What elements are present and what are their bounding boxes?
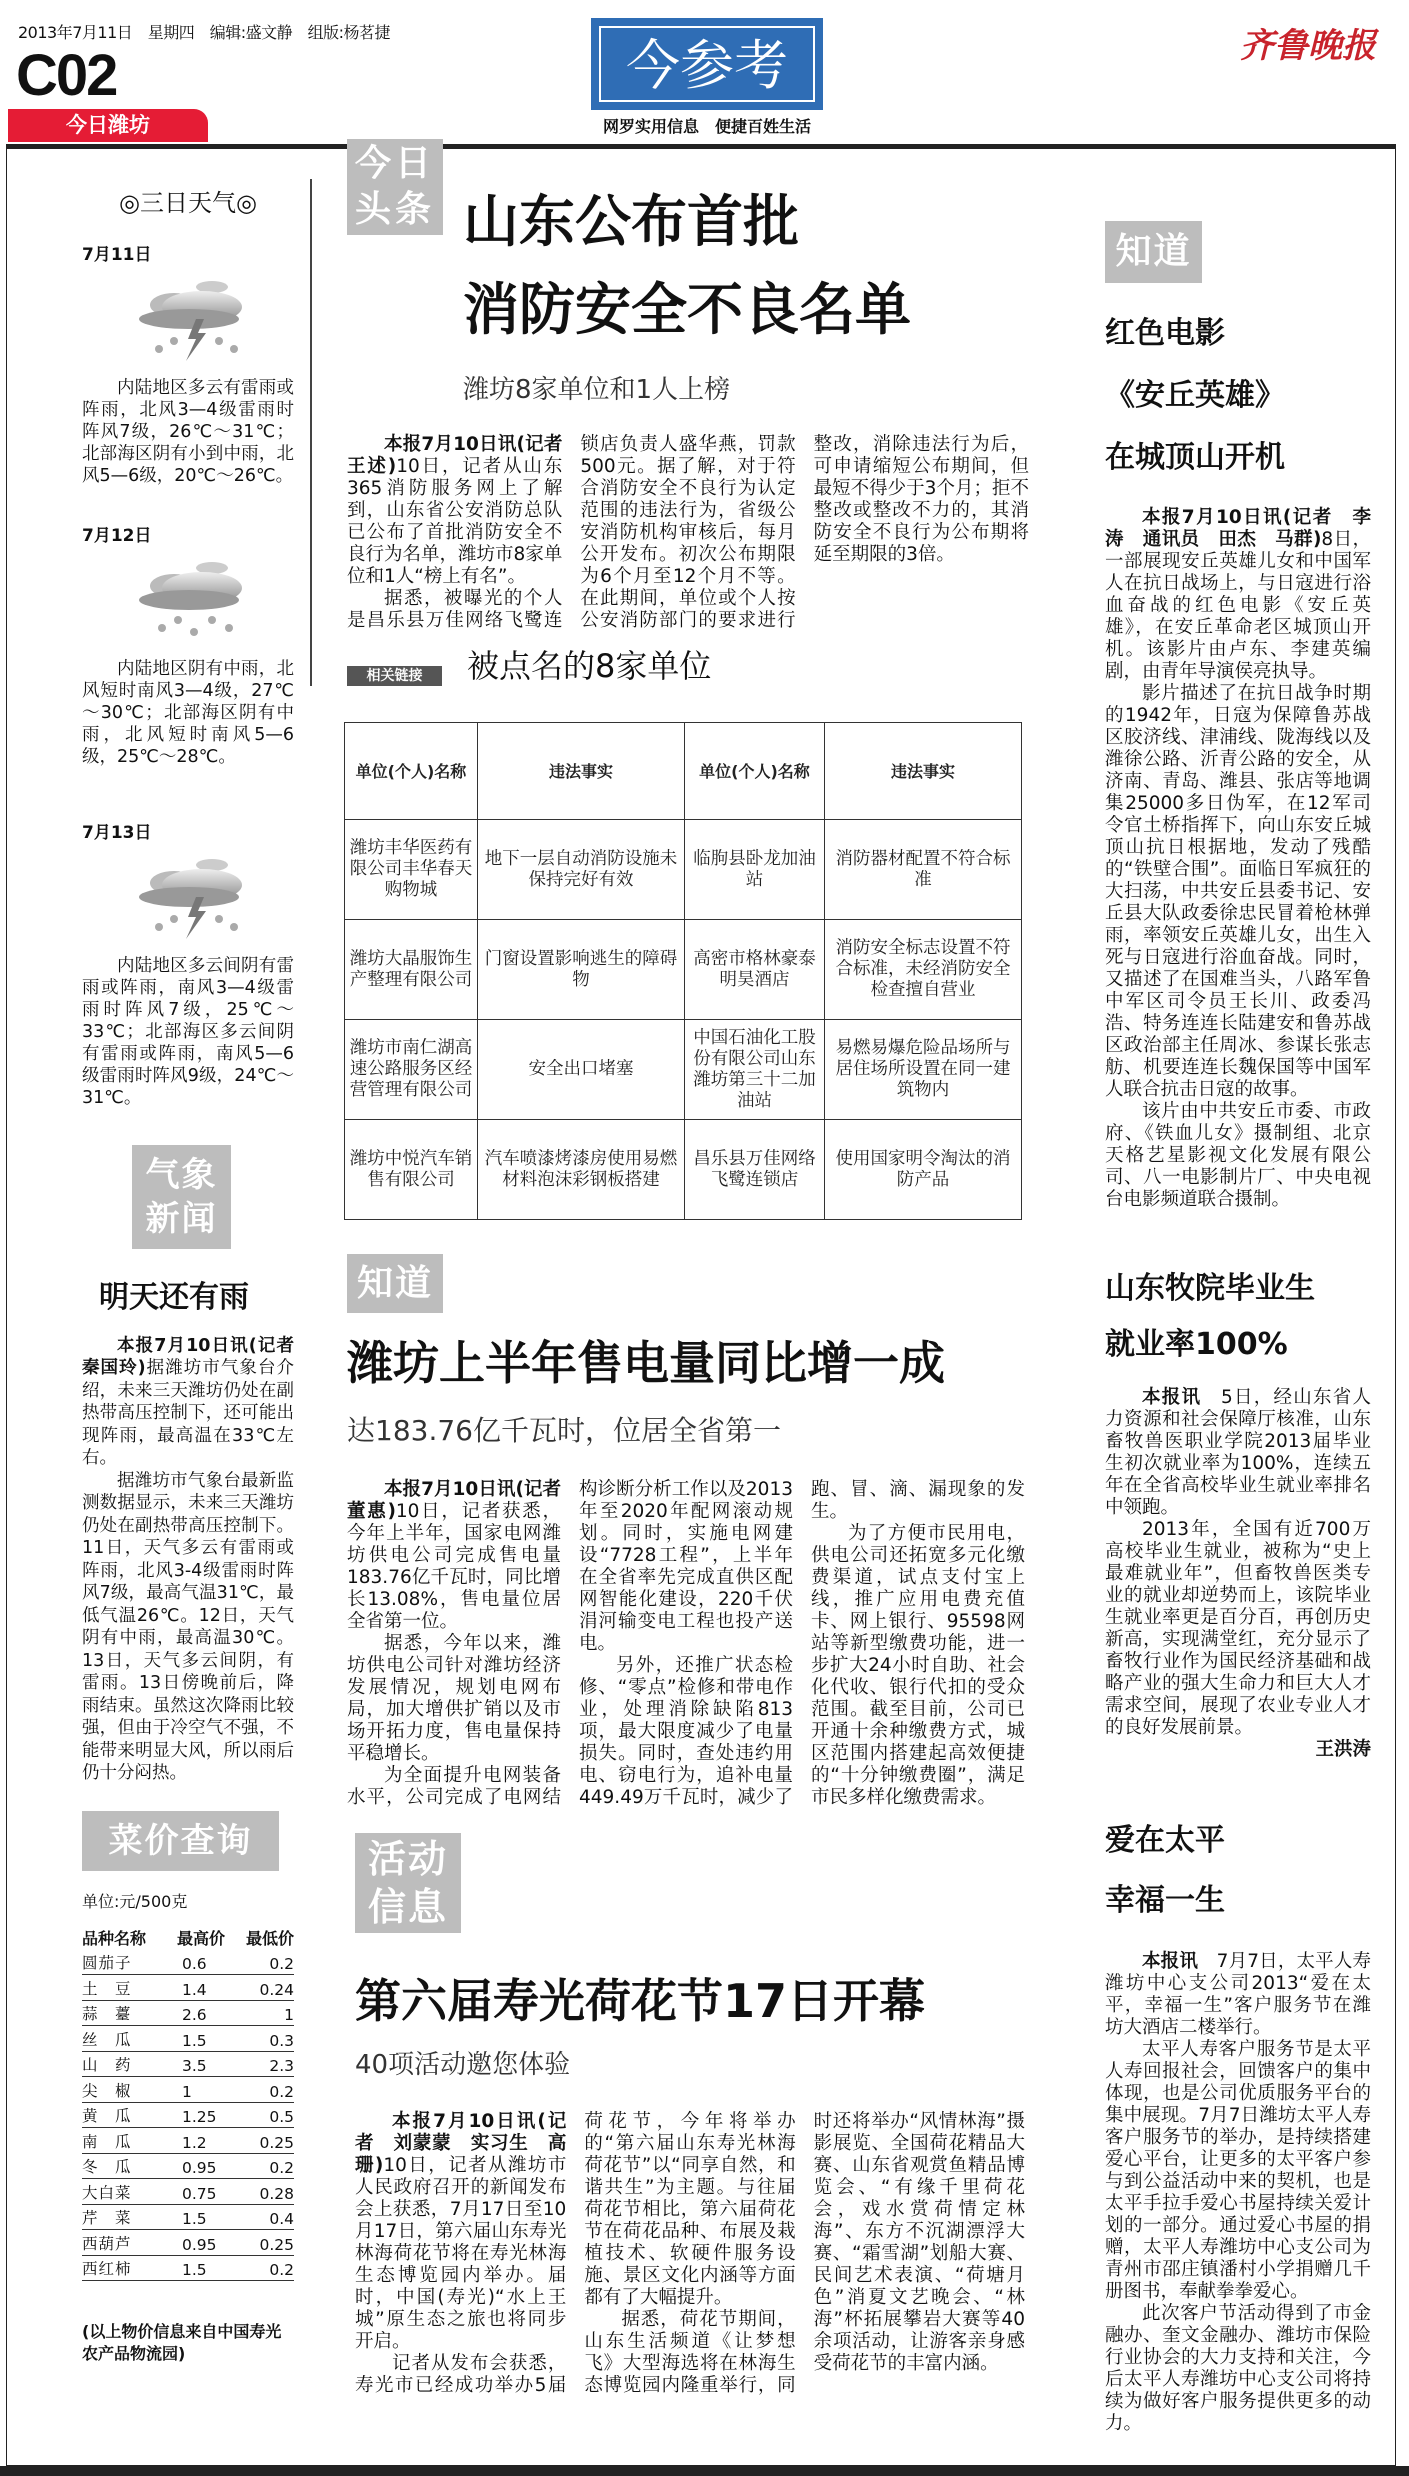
weather-text: 内陆地区多云间阴有雷雨或阵雨，南风3—4级雷雨时阵风7级，25℃～33℃；北部海区多云间阴有雷雨或阵雨，南风5—6级雷雨时阵风9级，24℃～31℃。	[82, 956, 294, 1108]
veg-min-price: 2.3	[269, 2057, 294, 2075]
article-lead: 本报7月10日讯(记者 董惠)	[347, 1478, 580, 1522]
veg-min-price: 0.2	[269, 2082, 294, 2101]
veg-max-price: 1.5	[182, 2031, 207, 2050]
college-title-2: 就业率100%	[1105, 1327, 1288, 1362]
power-story-headline: 潍坊上半年售电量同比增一成	[347, 1336, 945, 1390]
paragraph: 据潍坊市气象台介绍，未来三天潍坊仍处在副热带高压控制下，还可能出现阵雨，最高温在33℃左右。	[82, 1358, 295, 1468]
veg-max-price: 0.95	[182, 2235, 217, 2254]
paragraph: 太平人寿客户服务节是太平人寿回报社会，回馈客户的集中体现，也是公司优质服务平台的集中展现。7月7日潍坊太平人寿客户服务节的举办，是持续搭建爱心平台，让更多的太平客户参与到公益活动中来的契机，也是太平手拉手爱心书屋持续关爱计划的一部分。通过爱心书屋的捐赠，太平人寿潍坊中心支公司为青州市邵庄镇潘村小学捐赠几千册图书，奉献拳拳爱心。	[1105, 2039, 1371, 2302]
veg-name: 丝 瓜	[82, 2030, 132, 2049]
issue-meta: 2013年7月11日 星期四 编辑:盛文静 组版:杨茗捷	[18, 23, 391, 42]
paragraph: 5日，经山东省人力资源和社会保障厅核准，山东畜牧兽医职业学院2013届毕业生初次就业率为100%，连续五年在全省高校毕业生就业率排名中领跑。	[1105, 1387, 1371, 1518]
table-row	[345, 820, 1022, 920]
paragraph: 据悉，荷花节期间，山东生活频道《让梦想飞》大型海选将在林海生态博览园内隆重举行，同时还将举办“风情林海”摄影展览、全国荷花精品大赛、山东省观赏鱼精品博览会、“有缘千里荷花会，戏水赏荷情定林海”、东方不沉湖漂浮大赛、“霜雪湖”划船大赛、民间艺术表演、“荷塘月色”消夏文艺晚会、“林海”杯拓展攀岩大赛等40余项活动，让游客亲身感受荷花节的丰富内涵。	[584, 2111, 1025, 2396]
paragraph: 记者从发布会获悉，寿光市已经成功举办5届荷花节，今年将举办的“第六届山东寿光林海荷花节”以“同享自然，和谐共生”为主题。与往届荷花节相比，第六届荷花节在荷花品种、布展及栽植技术、软硬件服务设施、景区文化内涵等方面都有了大幅提升。	[355, 2111, 796, 2396]
veg-name: 芹 菜	[82, 2209, 132, 2227]
thunderstorm-icon	[134, 277, 254, 367]
insurance-article	[1105, 1951, 1371, 2435]
paragraph: 据悉，被曝光的个人是昌乐县万佳网络飞鹭连锁店负责人盛华燕，罚款500元。据了解，对于符合消防安全不良行为认定范围的违法行为，省级公安消防机构审核后，每月公开发布。初次公布期限为6个月至12个月不等。在此期间，单位或个人按公安消防部门的要求进行整改，消除违法行为后，可申请缩短公布期间，但最短不得少于3个月；拒不整改或整改不力的，其消防安全不良行为公布期将延至期限的3倍。	[347, 434, 1029, 631]
unit-name-cell: 潍坊市南仁湖高速公路服务区经营管理有限公司	[345, 1020, 478, 1120]
lotus-story-headline: 第六届寿光荷花节17日开幕	[355, 1973, 926, 2028]
veg-min-price: 0.24	[259, 1980, 294, 1999]
newspaper-brand-logo: 齐鲁晚报	[1240, 26, 1376, 66]
veg-price-footnote: (以上物价信息来自中国寿光农产品物流园)	[82, 2322, 282, 2363]
veg-price-unit: 单位:元/500克	[82, 1891, 188, 1911]
header-cell: 单位(个人)名称	[345, 723, 478, 820]
veg-price-label: 菜价查询	[82, 1811, 279, 1871]
weather-news-headline: 明天还有雨	[99, 1280, 249, 1315]
paragraph: 10日，记者从山东365消防服务网上了解到，山东省公安消防总队已公布了首批消防安全不良行为名单，潍坊市8家单位和1人“榜上有名”。	[347, 456, 563, 587]
veg-min-price: 0.28	[259, 2184, 294, 2203]
veg-price-row	[82, 2128, 294, 2154]
weather-date: 7月12日	[82, 526, 152, 546]
unit-name-cell: 潍坊中悦汽车销售有限公司	[345, 1120, 478, 1220]
masthead	[0, 0, 1409, 144]
veg-min-price: 0.2	[269, 1955, 294, 1973]
power-story-label: 知道	[347, 1254, 443, 1313]
veg-min-price: 0.25	[259, 2133, 294, 2152]
paragraph: 2013年，全国有近700万高校毕业生就业，被称为“史上最难就业年”，但畜牧兽医类专业的就业却逆势而上，该院毕业生就业率更是百分百，再创历史新高，实现满堂红，充分显示了畜牧行业作为国民经济基础和战略产业的强大生命力和巨大人才需求空间，展现了农业专业人才的良好发展前景。	[1105, 1519, 1371, 1738]
paragraph: 8日，一部展现安丘英雄儿女和中国军人在抗日战场上，与日寇进行浴血奋战的红色电影《安丘英雄》，在安丘革命老区城顶山开机。该影片由卢东、李建英编剧，由青年导演侯亮执导。	[1105, 529, 1371, 682]
unit-name-cell: 临朐县卧龙加油站	[685, 820, 825, 920]
veg-max-price: 3.5	[182, 2057, 207, 2075]
weather-text: 内陆地区阴有中雨，北风短时南风3—4级，27℃～30℃；北部海区阴有中雨，北风短时南风5—6级，25℃～28℃。	[82, 659, 294, 767]
veg-price-row	[82, 2179, 294, 2205]
veg-price-row	[82, 2205, 294, 2231]
article-lead: 本报讯	[1142, 1387, 1202, 1408]
top-story	[310, 143, 1029, 686]
veg-table-header: 品种名称 最高价 最低价	[82, 1928, 294, 1948]
veg-price-row	[82, 2230, 294, 2256]
veg-name: 南 瓜	[82, 2132, 132, 2151]
veg-min-price: 1	[284, 2006, 294, 2024]
veg-max-price: 0.6	[182, 1955, 207, 1973]
insurance-titles	[1105, 1811, 1371, 1931]
thunderstorm-icon	[134, 855, 254, 945]
rain-icon	[134, 558, 254, 648]
lotus-story	[355, 1833, 1029, 2398]
top-story-article	[347, 434, 1029, 632]
top-story-headlines	[463, 179, 911, 406]
table-row	[345, 1120, 1022, 1220]
related-link-tag: 相关链接	[347, 666, 442, 686]
byline: 王洪涛	[1315, 1739, 1371, 1760]
violation-table	[344, 722, 1022, 1220]
film-title-1: 红色电影	[1105, 316, 1225, 351]
veg-name: 西红柿	[82, 2260, 132, 2278]
unit-name-cell: 昌乐县万佳网络飞鹭连锁店	[685, 1120, 825, 1220]
table-row	[345, 920, 1022, 1020]
column-logo-text: 今参考	[599, 26, 815, 102]
veg-price-row	[82, 2154, 294, 2180]
article-lead: 本报7月10日讯(记者 王述)	[347, 434, 581, 477]
veg-min-price: 0.2	[269, 2159, 294, 2177]
paragraph: 为全面提升电网装备水平，公司完成了电网结构诊断分析工作以及2013年至2020年配网滚动规划。同时，实施电网建设“7728工程”，上半年在全省率先完成直供区配网智能化建设，220千伏涓河输变电工程也投产送电。	[347, 1478, 793, 1808]
insurance-title-1: 爱在太平	[1105, 1823, 1225, 1858]
unit-name-cell: 高密市格林豪泰明昊酒店	[685, 920, 825, 1020]
right-label: 知道	[1105, 221, 1202, 283]
paragraph: 该片由中共安丘市委、市政府、《铁血儿女》摄制组、北京天格艺星影视文化发展有限公司、八一电影制片厂、中央电视台电影频道联合摄制。	[1105, 1101, 1371, 1210]
paragraph: 为了方便市民用电，供电公司还拓宽多元化缴费渠道，试点支付宝上线，推广应用电费充值卡、网上银行、95598网站等新型缴费功能，进一步扩大24小时自助、社会化代收、银行代扣的受众范围。截至目前，公司已开通十余种缴费方式，城区范围内搭建起高效便捷的“十分钟缴费圈”，满足市民多样化缴费需求。	[811, 1522, 1025, 1808]
college-article	[1105, 1387, 1371, 1761]
film-title-3: 在城顶山开机	[1105, 440, 1285, 475]
weather-date: 7月13日	[82, 823, 152, 843]
violation-cell: 消防器材配置不符合标准	[825, 820, 1022, 920]
veg-max-price: 1.5	[182, 2261, 207, 2279]
veg-price-row	[82, 2026, 294, 2052]
top-story-headline-2: 消防安全不良名单	[463, 278, 911, 343]
left-column	[82, 179, 312, 2365]
header-cell: 违法事实	[478, 723, 685, 820]
weather-date: 7月11日	[82, 245, 152, 265]
veg-price-row	[82, 2103, 294, 2129]
veg-max-price: 1.25	[182, 2108, 217, 2126]
lotus-story-subtitle: 40项活动邀您体验	[355, 2050, 571, 2080]
article-lead: 本报7月10日讯(记者 刘蒙蒙 实习生 高珊)	[355, 2111, 567, 2176]
top-story-label: 今日头条	[347, 139, 443, 235]
power-story-article	[347, 1479, 1025, 1809]
film-article	[1105, 507, 1371, 1211]
veg-name: 黄 瓜	[82, 2107, 132, 2125]
violation-cell: 汽车喷漆烤漆房使用易燃材料泡沫彩钢板搭建	[478, 1120, 685, 1220]
veg-max-price: 1.5	[182, 2210, 207, 2228]
college-title-1: 山东牧院毕业生	[1105, 1271, 1315, 1306]
middle-column	[310, 143, 1029, 2397]
veg-price-row	[82, 2256, 294, 2282]
table-header-row	[345, 723, 1022, 820]
violation-cell: 门窗设置影响逃生的障碍物	[478, 920, 685, 1020]
veg-price-table	[82, 1926, 294, 2282]
paragraph: 影片描述了在抗日战争时期的1942年，日寇为保障鲁苏战区胶济线、津浦线、陇海线以及潍徐公路、沂青公路的安全，从济南、青岛、潍县、张店等地调集25000多日伪军，在12军司令官土桥指挥下，向山东安丘城顶山抗日根据地，发动了残酷的“铁壁合围”。面临日军疯狂的大扫荡，中共安丘县委书记、安丘县大队政委徐忠民冒着枪林弹雨，率领安丘英雄儿女，出生入死与日寇进行浴血奋战。同时，又描述了在国难当头，八路军鲁中军区司令员王长川、政委冯浩、特务连连长陆建安和鲁苏战区政治部主任周冰、参谋长张志舫、机要连连长魏保国等中国军人联合抗击日寇的故事。	[1105, 683, 1371, 1100]
veg-price-row	[82, 1950, 294, 1976]
header-cell: 违法事实	[825, 723, 1022, 820]
paragraph: 据悉，今年以来，潍坊供电公司针对潍坊经济发展情况，规划电网布局，加大增供扩销以及市场开拓力度，售电量保持平稳增长。	[347, 1632, 561, 1764]
veg-name: 尖 椒	[82, 2081, 132, 2100]
film-titles	[1105, 303, 1371, 489]
top-story-subtitle: 潍坊8家单位和1人上榜	[463, 375, 731, 405]
paragraph: 10日，记者获悉，今年上半年，国家电网潍坊供电公司完成售电量183.76亿千瓦时，同比增长13.08%，售电量位居全省第一位。	[347, 1500, 561, 1632]
weather-title: ◎三日天气◎	[119, 189, 257, 217]
veg-name: 山 药	[82, 2056, 132, 2074]
footer-rule	[0, 2466, 1409, 2476]
unit-name-cell: 潍坊丰华医药有限公司丰华春天购物城	[345, 820, 478, 920]
paragraph: 另外，还推广状态检修、“零点”检修和带电作业，处理消除缺陷813项，最大限度减少了电量损失。同时，查处违约用电、窃电行为，追补电量449.49万千瓦时，减少了跑、冒、滴、漏现象的发生。	[579, 1478, 1025, 1808]
column-tagline: 网罗实用信息 便捷百姓生活	[602, 117, 811, 136]
veg-price-row	[82, 2052, 294, 2078]
veg-min-price: 0.25	[259, 2235, 294, 2254]
veg-max-price: 1.2	[182, 2133, 207, 2152]
top-story-headline-1: 山东公布首批	[463, 190, 799, 255]
power-story-subtitle: 达183.76亿千瓦时，位居全省第一	[347, 1413, 781, 1447]
veg-name: 圆茄子	[82, 1954, 132, 1972]
violation-cell: 安全出口堵塞	[478, 1020, 685, 1120]
veg-max-price: 1.4	[182, 1980, 207, 1999]
violation-cell: 易燃易爆危险品场所与居住场所设置在同一建筑物内	[825, 1020, 1022, 1120]
veg-min-price: 0.4	[269, 2210, 294, 2228]
college-titles	[1105, 1261, 1371, 1373]
header-cell: 单位(个人)名称	[685, 723, 825, 820]
veg-min-price: 0.2	[269, 2261, 294, 2279]
related-title: 被点名的8家单位	[467, 647, 712, 685]
veg-max-price: 1	[182, 2082, 192, 2101]
violation-cell: 使用国家明令淘汰的消防产品	[825, 1120, 1022, 1220]
unit-name-cell: 潍坊大晶服饰生产整理有限公司	[345, 920, 478, 1020]
veg-name: 蒜 薹	[82, 2005, 132, 2023]
article-lead: 本报7月10日讯(记者 李涛 通讯员 田杰 马群)	[1105, 507, 1371, 550]
section-tab: 今日潍坊	[8, 109, 208, 142]
veg-name: 西葫芦	[82, 2234, 132, 2253]
table-row	[345, 1020, 1022, 1120]
column-logo	[591, 18, 823, 110]
weather-text: 内陆地区多云有雷雨或阵雨，北风3—4级雷雨时阵风7级，26℃～31℃；北部海区阴有小到中雨，北风5—6级，20℃～26℃。	[82, 378, 294, 486]
veg-rows	[82, 1950, 294, 2282]
paragraph: 7月7日，太平人寿潍坊中心支公司2013“爱在太平，幸福一生”客户服务节在潍坊大酒店二楼举行。	[1105, 1951, 1371, 2038]
lotus-story-label: 活动信息	[355, 1833, 461, 1933]
film-title-2: 《安丘英雄》	[1105, 378, 1285, 413]
veg-price-row	[82, 1975, 294, 2001]
veg-max-price: 2.6	[182, 2006, 207, 2024]
violation-cell: 消防安全标志设置不符合标准，未经消防安全检查擅自营业	[825, 920, 1022, 1020]
paragraph: 据潍坊市气象台最新监测数据显示，未来三天潍坊仍处在副热带高压控制下。11日，天气多云有雷雨或阵雨，北风3-4级雷雨时阵风7级，最高气温31℃，最低气温26℃。12日，天气阴有中雨，最高温30℃。13日，天气多云间阴，有雷雨。13日傍晚前后，降雨结束。虽然这次降雨比较强，但由于冷空气不强，不能带来明显大风，所以雨后仍十分闷热。	[82, 1470, 294, 1783]
insurance-title-2: 幸福一生	[1105, 1883, 1225, 1918]
veg-min-price: 0.3	[269, 2031, 294, 2050]
veg-price-row	[82, 2077, 294, 2103]
veg-max-price: 0.75	[182, 2184, 217, 2203]
power-story	[347, 1254, 1029, 1809]
violation-cell: 地下一层自动消防设施未保持完好有效	[478, 820, 685, 920]
veg-price-row	[82, 2001, 294, 2027]
paragraph: 10日，记者从潍坊市人民政府召开的新闻发布会上获悉，7月17日至10月17日，第六届山东寿光林海荷花节将在寿光林海生态博览园内举办。届时，中国(寿光)“水上王城”原生态之旅也将同步开启。	[355, 2155, 567, 2352]
page-frame	[6, 144, 1396, 2466]
weather-news-label: 气象新闻	[132, 1145, 231, 1249]
veg-min-price: 0.5	[269, 2108, 294, 2126]
veg-name: 大白菜	[82, 2183, 132, 2202]
article-lead: 本报讯	[1142, 1951, 1198, 1972]
veg-max-price: 0.95	[182, 2159, 217, 2177]
veg-name: 土 豆	[82, 1979, 132, 1998]
right-column	[1105, 179, 1371, 2435]
page-number: C02	[16, 43, 117, 108]
paragraph: 此次客户节活动得到了市金融办、奎文金融办、潍坊市保险行业协会的大力支持和关注，今后太平人寿潍坊中心支公司将持续为做好客户服务提供更多的动力。	[1105, 2303, 1371, 2434]
unit-name-cell: 中国石油化工股份有限公司山东潍坊第三十二加油站	[685, 1020, 825, 1120]
veg-name: 冬 瓜	[82, 2158, 132, 2176]
article-lead: 本报7月10日讯(记者 秦国玲)	[82, 1335, 312, 1378]
lotus-story-article	[355, 2111, 1025, 2397]
weather-news-article	[82, 1335, 312, 1785]
